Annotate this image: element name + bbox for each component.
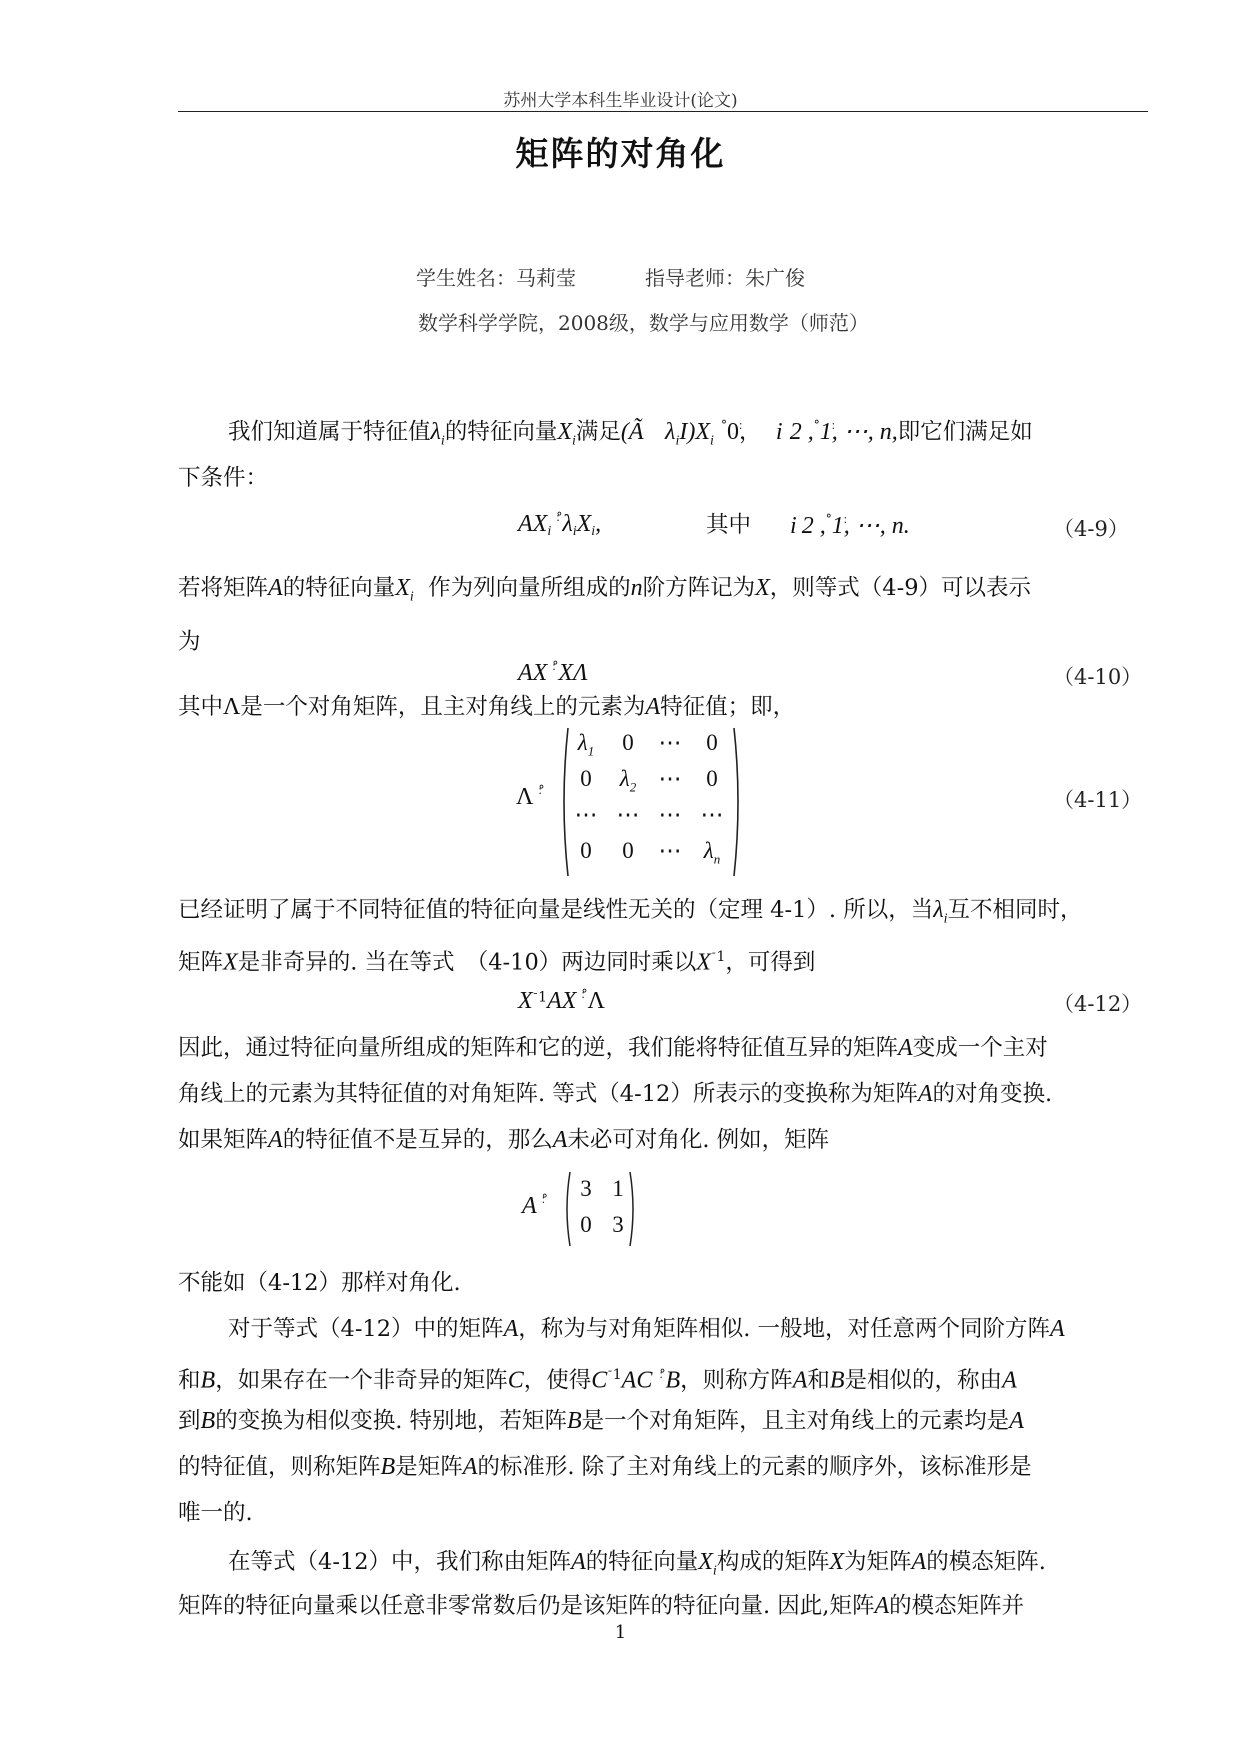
paragraph-1-line-1: 我们知道属于特征值$\lambda_i$的特征向量$X_i$满足(Ã $\lambda_iI)X_i$ ׃°0， i ׃°1, 2, ⋯, n,即它们满足如 bbox=[228, 418, 1033, 449]
matrix-cell: 0 bbox=[622, 730, 634, 755]
matrix-cell: 0 bbox=[580, 1212, 592, 1237]
paragraph-4-line-1: 已经证明了属于不同特征值的特征向量是线性无关的（定理 4-1）. 所以，当$\lambda_i$互不相同时， bbox=[178, 897, 1083, 927]
matrix-cell: 1 bbox=[612, 1176, 624, 1201]
equation-4-11-lhs: Λ ׃° bbox=[516, 783, 545, 810]
paragraph-7-line-1: 对于等式（4-12）中的矩阵A，称为与对角矩阵相似. 一般地，对任意两个同阶方阵A bbox=[228, 1316, 1065, 1342]
paragraph-5-line-1: 因此，通过特征向量所组成的矩阵和它的逆，我们能将特征值互异的矩阵A变成一个主对 bbox=[178, 1035, 1048, 1061]
matrix-cell: ⋯ bbox=[616, 802, 640, 827]
header-rule bbox=[178, 111, 1148, 112]
matrix-cell: ⋯ bbox=[700, 802, 724, 827]
matrix-cell: ⋯ bbox=[658, 730, 682, 755]
paragraph-7-line-4: 的特征值，则称矩阵B是矩阵A的标准形. 除了主对角线上的元素的顺序外，该标准形是 bbox=[178, 1454, 1032, 1480]
paragraph-8-line-2: 矩阵的特征向量乘以任意非零常数后仍是该矩阵的特征向量. 因此,矩阵A的模态矩阵并 bbox=[178, 1593, 1025, 1619]
matrix-cell: 0 bbox=[580, 766, 592, 791]
example-matrix bbox=[562, 1170, 638, 1248]
paragraph-7-line-3: 到B的变换为相似变换. 特别地，若矩阵B是一个对角矩阵，且主对角线上的元素均是A bbox=[178, 1408, 1024, 1434]
equation-number-4-9: （4-9） bbox=[1053, 517, 1129, 541]
matrix-cell: ⋯ bbox=[658, 766, 682, 791]
right-bracket bbox=[732, 726, 744, 878]
paragraph-5-line-3: 如果矩阵A的特征值不是互异的，那么A未必可对角化. 例如，矩阵 bbox=[178, 1127, 830, 1153]
equals-glyph: ׃° bbox=[721, 418, 728, 432]
affiliation: 数学科学学院，2008级，数学与应用数学（师范） bbox=[418, 311, 869, 335]
running-header: 苏州大学本科生毕业设计(论文) bbox=[503, 91, 738, 111]
paragraph-5-line-2: 角线上的元素为其特征值的对角矩阵. 等式（4-12）所表示的变换称为矩阵A的对角变换. bbox=[178, 1081, 1053, 1107]
matrix-cell: $\lambda_n$ bbox=[703, 838, 721, 867]
matrix-cell: ⋯ bbox=[658, 802, 682, 827]
matrix-cell: $\lambda_2$ bbox=[619, 766, 637, 795]
diagonal-matrix bbox=[558, 726, 744, 878]
paragraph-3: 其中Λ是一个对角矩阵，且主对角线上的元素为A特征值；即， bbox=[178, 694, 796, 720]
paragraph-7-line-5: 唯一的. bbox=[178, 1500, 253, 1526]
matrix-cell: 3 bbox=[580, 1176, 592, 1201]
matrix-cell: 0 bbox=[706, 730, 718, 755]
matrix-cell: ⋯ bbox=[658, 838, 682, 863]
equation-4-9-range: i ׃°1, 2, ⋯, n. bbox=[790, 512, 910, 539]
example-matrix-lhs: A ׃° bbox=[522, 1192, 548, 1219]
matrix-cell: 3 bbox=[612, 1212, 624, 1237]
matrix-cell: ⋯ bbox=[574, 802, 598, 827]
paragraph-6: 不能如（4-12）那样对角化. bbox=[178, 1270, 461, 1296]
paper-title: 矩阵的对角化 bbox=[515, 134, 726, 173]
matrix-cell: 0 bbox=[706, 766, 718, 791]
advisor-name: 指导老师：朱广俊 bbox=[645, 266, 805, 290]
page-number: 1 bbox=[614, 1622, 627, 1643]
paragraph-1-line-2: 下条件： bbox=[178, 465, 269, 491]
equation-4-9-where: 其中 bbox=[706, 512, 752, 538]
equation-number-4-12: （4-12） bbox=[1053, 992, 1143, 1016]
student-name: 学生姓名：马莉莹 bbox=[416, 266, 576, 290]
paragraph-2-line-1: 若将矩阵A的特征向量$X_i$ 作为列向量所组成的n阶方阵记为X，则等式（4-9）可以表示 bbox=[178, 575, 1032, 605]
equation-4-12: $X^{ˉ1}AX$ ׃°Λ bbox=[518, 987, 605, 1014]
paragraph-8-line-1: 在等式（4-12）中，我们称由矩阵A的特征向量$X_i$构成的矩阵X为矩阵A的模态矩阵. bbox=[228, 1549, 1046, 1579]
paragraph-7-line-2: 和B，如果存在一个非奇异的矩阵C，使得$C^{ˉ1}AC$ ׃°B，则称方阵A和B是相似的，称由A bbox=[178, 1366, 1017, 1394]
matrix-cell: $\lambda_1$ bbox=[577, 730, 595, 759]
matrix-cell: 0 bbox=[580, 838, 592, 863]
paragraph-2-line-2: 为 bbox=[178, 629, 201, 655]
paragraph-4-line-2: 矩阵X是非奇异的. 当在等式 （4-10）两边同时乘以$X^{ˉ1}$，可得到 bbox=[178, 949, 816, 976]
equation-number-4-10: （4-10） bbox=[1053, 665, 1143, 689]
equation-number-4-11: （4-11） bbox=[1053, 788, 1143, 812]
equation-4-10: AX ׃°XΛ bbox=[518, 659, 588, 686]
matrix-cell: 0 bbox=[622, 838, 634, 863]
equation-4-9: $AX_i$ $^{׃^\circ}\lambda_iX_i$, bbox=[518, 510, 602, 540]
